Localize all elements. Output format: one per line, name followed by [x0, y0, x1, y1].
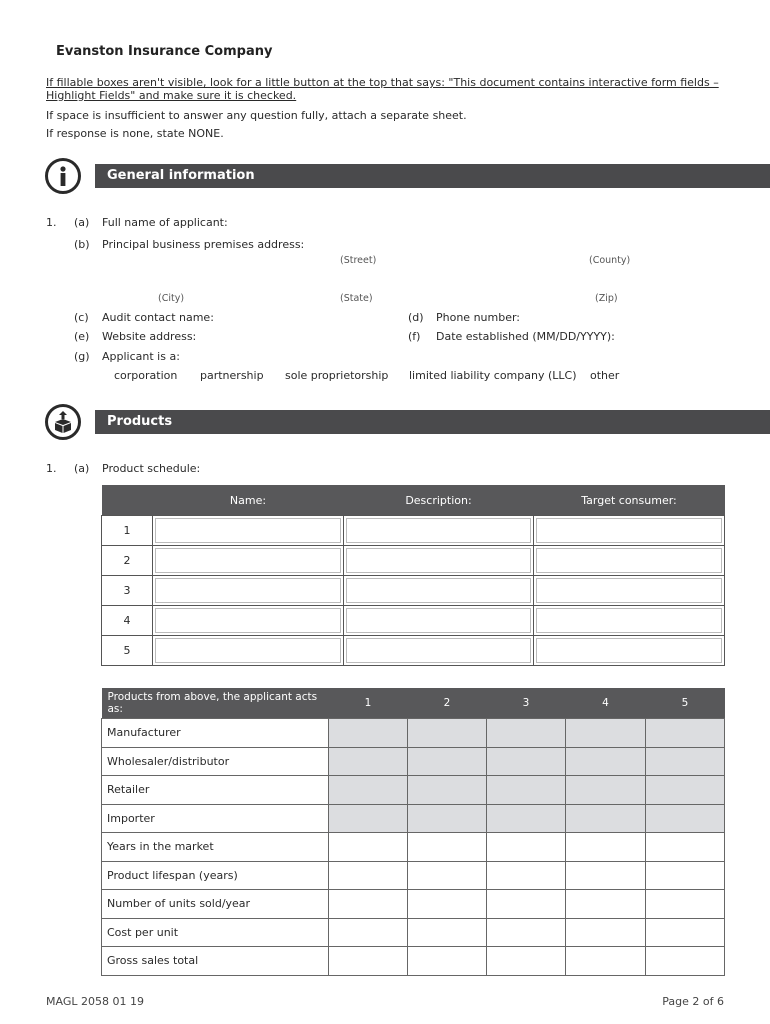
input-cell[interactable] — [646, 890, 725, 919]
item-letter: (e) — [74, 330, 90, 343]
row-label-years-in-market: Years in the market — [102, 833, 329, 862]
name-field[interactable] — [153, 606, 344, 636]
table-header-description: Description: — [344, 485, 534, 516]
table-row — [102, 606, 725, 636]
table-row — [102, 576, 725, 606]
checkbox-cell[interactable] — [487, 804, 566, 833]
row-label-cost-per-unit: Cost per unit — [102, 918, 329, 947]
input-cell[interactable] — [487, 947, 566, 976]
input-cell[interactable] — [566, 947, 646, 976]
checkbox-cell[interactable] — [566, 776, 646, 805]
row-number: 1 — [102, 516, 153, 546]
county-caption: (County) — [589, 255, 631, 266]
zip-caption: (Zip) — [595, 293, 618, 304]
input-cell[interactable] — [329, 833, 408, 862]
checkbox-cell[interactable] — [329, 804, 408, 833]
row-label-product-lifespan: Product lifespan (years) — [102, 861, 329, 890]
item-letter: (b) — [74, 238, 90, 251]
target-consumer-field[interactable] — [534, 576, 725, 606]
row-number: 4 — [102, 606, 153, 636]
input-cell[interactable] — [487, 861, 566, 890]
row-label-gross-sales: Gross sales total — [102, 947, 329, 976]
applicant-name-label: Full name of applicant: — [102, 216, 228, 229]
input-cell[interactable] — [487, 833, 566, 862]
table-row — [102, 804, 725, 833]
checkbox-cell[interactable] — [646, 776, 725, 805]
row-number: 2 — [102, 546, 153, 576]
space-instruction: If space is insufficient to answer any question fully, attach a separate sheet. — [46, 109, 467, 122]
target-consumer-field[interactable] — [534, 546, 725, 576]
description-field[interactable] — [344, 576, 534, 606]
input-cell[interactable] — [329, 918, 408, 947]
question-number: 1. — [46, 462, 57, 475]
table-row — [102, 776, 725, 805]
table-header-target-consumer: Target consumer: — [534, 485, 725, 516]
row-label-units-sold: Number of units sold/year — [102, 890, 329, 919]
checkbox-cell[interactable] — [646, 747, 725, 776]
phone-label: Phone number: — [436, 311, 521, 324]
input-cell[interactable] — [408, 947, 487, 976]
item-letter: (d) — [408, 311, 424, 324]
input-cell[interactable] — [646, 861, 725, 890]
item-letter: (c) — [74, 311, 89, 324]
row-label-importer: Importer — [102, 804, 329, 833]
table-row — [102, 747, 725, 776]
input-cell[interactable] — [329, 890, 408, 919]
description-field[interactable] — [344, 636, 534, 666]
name-field[interactable] — [153, 636, 344, 666]
checkbox-cell[interactable] — [566, 804, 646, 833]
checkbox-cell[interactable] — [329, 747, 408, 776]
none-instruction: If response is none, state NONE. — [46, 127, 224, 140]
checkbox-cell[interactable] — [646, 719, 725, 748]
row-label-retailer: Retailer — [102, 776, 329, 805]
checkbox-cell[interactable] — [487, 747, 566, 776]
option-llc[interactable]: limited liability company (LLC) — [409, 369, 577, 382]
name-field[interactable] — [153, 576, 344, 606]
checkbox-cell[interactable] — [566, 719, 646, 748]
applicant-type-label: Applicant is a: — [102, 350, 180, 363]
option-corporation[interactable]: corporation — [114, 369, 178, 382]
input-cell[interactable] — [646, 918, 725, 947]
address-label: Principal business premises address: — [102, 238, 305, 251]
box-icon — [45, 404, 81, 440]
checkbox-cell[interactable] — [646, 804, 725, 833]
table-header — [102, 485, 153, 516]
date-established-label: Date established (MM/DD/YYYY): — [436, 330, 615, 343]
input-cell[interactable] — [566, 833, 646, 862]
input-cell[interactable] — [408, 918, 487, 947]
target-consumer-field[interactable] — [534, 606, 725, 636]
input-cell[interactable] — [646, 947, 725, 976]
table-row — [102, 918, 725, 947]
product-column-header: 2 — [408, 688, 487, 719]
row-label-manufacturer: Manufacturer — [102, 719, 329, 748]
input-cell[interactable] — [329, 947, 408, 976]
table-row — [102, 546, 725, 576]
page-number: Page 2 of 6 — [662, 995, 724, 1008]
table-row — [102, 719, 725, 748]
product-schedule-label: Product schedule: — [102, 462, 201, 475]
description-field[interactable] — [344, 516, 534, 546]
input-cell[interactable] — [566, 890, 646, 919]
item-letter: (f) — [408, 330, 421, 343]
checkbox-cell[interactable] — [329, 776, 408, 805]
name-field[interactable] — [153, 516, 344, 546]
section-header-products: Products — [95, 410, 770, 434]
product-schedule-table — [101, 485, 725, 666]
product-column-header: 3 — [487, 688, 566, 719]
table-header-name: Name: — [153, 485, 344, 516]
table-row — [102, 516, 725, 546]
applicant-role-table — [101, 688, 725, 976]
input-cell[interactable] — [408, 861, 487, 890]
checkbox-cell[interactable] — [329, 719, 408, 748]
row-label-wholesaler: Wholesaler/distributor — [102, 747, 329, 776]
checkbox-cell[interactable] — [408, 776, 487, 805]
table-row — [102, 890, 725, 919]
table-row — [102, 947, 725, 976]
form-code: MAGL 2058 01 19 — [46, 995, 144, 1008]
info-icon — [45, 158, 81, 194]
checkbox-cell[interactable] — [408, 719, 487, 748]
checkbox-cell[interactable] — [408, 747, 487, 776]
company-name: Evanston Insurance Company — [56, 44, 273, 59]
section-header-general: General information — [95, 164, 770, 188]
question-number: 1. — [46, 216, 57, 229]
row-number: 3 — [102, 576, 153, 606]
target-consumer-field[interactable] — [534, 516, 725, 546]
product-column-header: 5 — [646, 688, 725, 719]
item-letter: (a) — [74, 216, 90, 229]
description-field[interactable] — [344, 606, 534, 636]
input-cell[interactable] — [329, 861, 408, 890]
item-letter: (a) — [74, 462, 90, 475]
checkbox-cell[interactable] — [487, 719, 566, 748]
input-cell[interactable] — [487, 918, 566, 947]
state-caption: (State) — [340, 293, 373, 304]
input-cell[interactable] — [566, 861, 646, 890]
option-sole-proprietorship[interactable]: sole proprietorship — [285, 369, 389, 382]
product-column-header: 4 — [566, 688, 646, 719]
table-row — [102, 861, 725, 890]
name-field[interactable] — [153, 546, 344, 576]
input-cell[interactable] — [646, 833, 725, 862]
fillable-instruction: If fillable boxes aren't visible, look for a little button at the top that says: "This document contains interactive form fields – Highlight Fields" and make sure it is checked. — [46, 76, 719, 102]
checkbox-cell[interactable] — [487, 776, 566, 805]
description-field[interactable] — [344, 546, 534, 576]
row-number: 5 — [102, 636, 153, 666]
checkbox-cell[interactable] — [408, 804, 487, 833]
item-letter: (g) — [74, 350, 90, 363]
table-row — [102, 636, 725, 666]
input-cell[interactable] — [566, 918, 646, 947]
product-column-header: 1 — [329, 688, 408, 719]
input-cell[interactable] — [408, 890, 487, 919]
street-caption: (Street) — [340, 255, 377, 266]
website-label: Website address: — [102, 330, 197, 343]
input-cell[interactable] — [408, 833, 487, 862]
input-cell[interactable] — [487, 890, 566, 919]
option-partnership[interactable]: partnership — [200, 369, 264, 382]
role-table-header: Products from above, the applicant acts as: — [102, 688, 329, 719]
checkbox-cell[interactable] — [566, 747, 646, 776]
city-caption: (City) — [158, 293, 185, 304]
table-row — [102, 833, 725, 862]
audit-contact-label: Audit contact name: — [102, 311, 214, 324]
option-other[interactable]: other — [590, 369, 620, 382]
target-consumer-field[interactable] — [534, 636, 725, 666]
